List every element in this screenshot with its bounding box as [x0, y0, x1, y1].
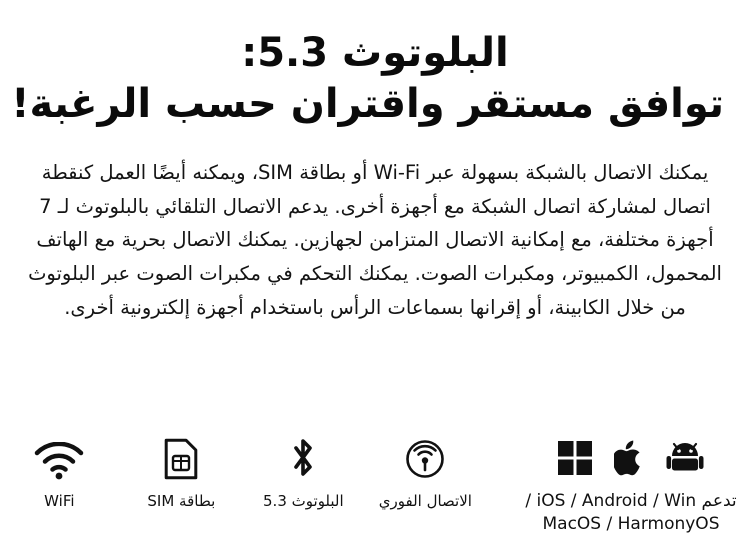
feature-group — [11, 436, 473, 511]
feature-bluetooth — [255, 436, 351, 511]
os-support-block — [525, 436, 736, 536]
os-support-line-2: MacOS / HarmonyOS — [542, 514, 720, 535]
headline-line-2: توافق مستقر واقتران حسب الرغبة! — [11, 81, 724, 128]
body-copy — [26, 156, 724, 324]
wifi-icon — [34, 436, 84, 480]
feature-instant-connect — [377, 436, 473, 511]
body-paragraph: يمكنك الاتصال بالشبكة بسهولة عبر Wi-Fi أو بطاقة SIM، ويمكنه أيضًا العمل كنقطة اتصال لمشاركة اتصال الشبكة مع أجهزة أخرى. يدعم الاتصال التلقائي بالبلوتوث لـ 7 أجهزة مختلفة، مع إمكانية الاتصال المتزامن لجهازين. يمكنك الاتصال بحرية مع الهاتف المحمول، الكمبيوتر، ومكبرات الصوت. يمكنك التحكم في مكبرات الصوت عبر البلوتوث من خلال الكابينة، أو إقرانها بسماعات الرأس باستخدام أجهزة إلكترونية أخرى. — [28, 161, 722, 319]
feature-icon-bar — [0, 436, 750, 536]
headline-line-1: البلوتوث 5.3: — [241, 30, 509, 76]
feature-sim — [133, 436, 229, 511]
feature-wifi — [11, 436, 107, 511]
sim-card-icon — [164, 436, 198, 480]
os-support-label — [525, 490, 736, 536]
windows-icon — [558, 441, 592, 475]
android-icon — [666, 442, 704, 474]
os-support-line-1: تدعم iOS / Android / Win / — [525, 491, 737, 512]
feature-label: البلوتوث 5.3 — [263, 492, 344, 511]
feature-label: الاتصال الفوري — [378, 492, 472, 511]
apple-icon — [614, 440, 644, 476]
os-icons — [558, 436, 704, 480]
feature-label: بطاقة SIM — [147, 492, 216, 511]
bluetooth-icon — [288, 436, 318, 480]
instant-connect-icon — [402, 436, 448, 480]
feature-label: WiFi — [44, 492, 75, 511]
page-title — [11, 28, 724, 130]
